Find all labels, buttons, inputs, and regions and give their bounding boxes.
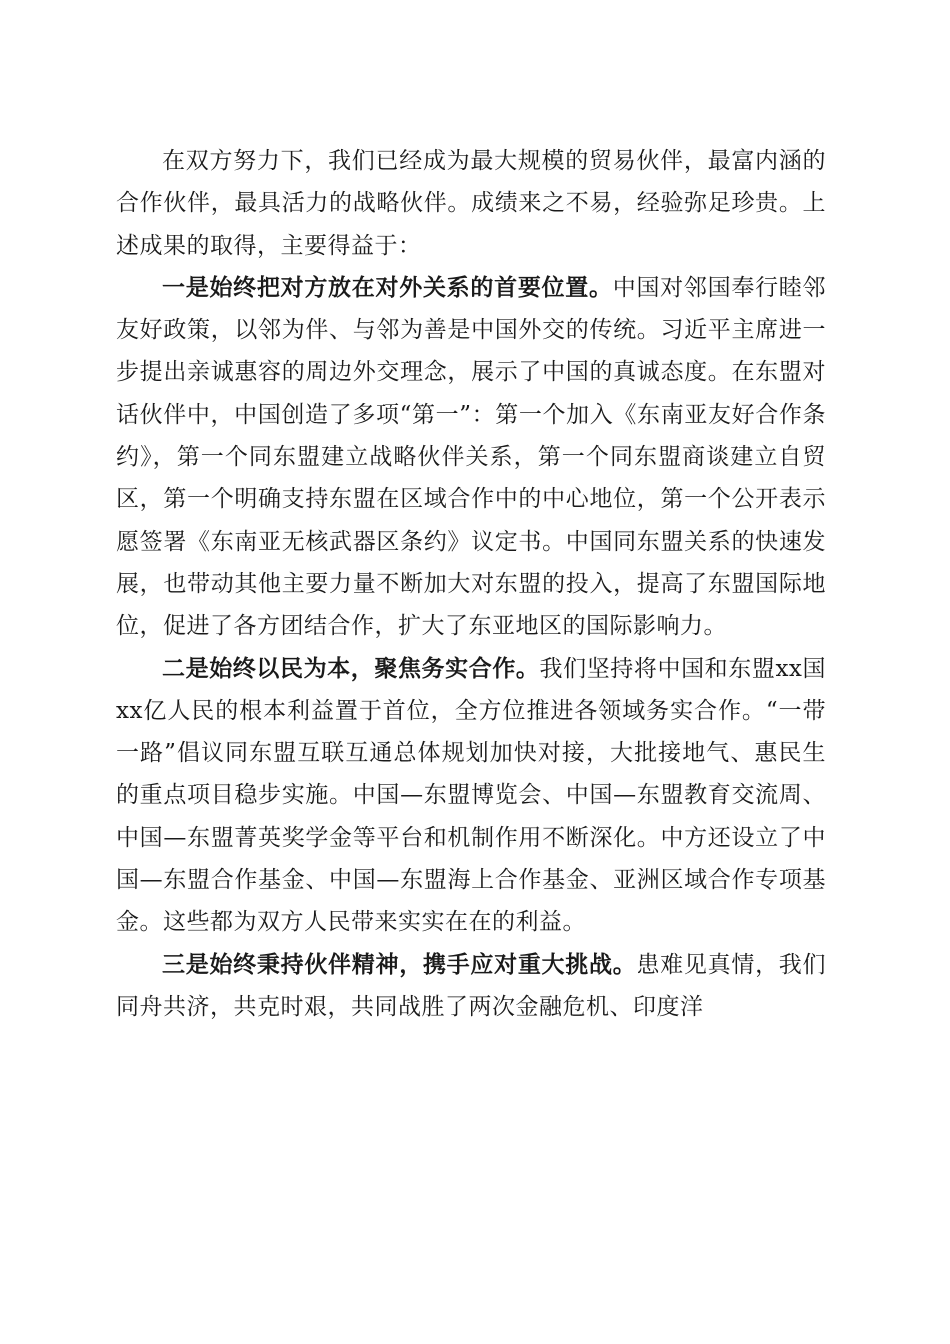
paragraph-text: 在双方努力下，我们已经成为最大规模的贸易伙伴，最富内涵的合作伙伴，最具活力的战略伙伴。成绩来之不易，经验弥足珍贵。上述成果的取得，主要得益于： (116, 148, 826, 259)
paragraph-lead: 二是始终以民为本，聚焦务实合作。 (162, 654, 540, 682)
paragraph-point-two (116, 648, 826, 944)
paragraph-text: 中国对邻国奉行睦邻友好政策，以邻为伴、与邻为善是中国外交的传统。习近平主席进一步提出亲诚惠容的周边外交理念，展示了中国的真诚态度。在东盟对话伙伴中，中国创造了多项“第一”：第一个加入《东南亚友好合作条约》，第一个同东盟建立战略伙伴关系，第一个同东盟商谈建立自贸区，第一个明确支持东盟在区域合作中的中心地位，第一个公开表示愿签署《东南亚无核武器区条约》议定书。中国同东盟关系的快速发展，也带动其他主要力量不断加大对东盟的投入，提高了东盟国际地位，促进了各方团结合作，扩大了东亚地区的国际影响力。 (116, 274, 827, 640)
paragraph-text: 患难见真情，我们同舟共济，共克时艰，共同战胜了两次金融危机、印度洋 (116, 951, 827, 1020)
paragraph-lead: 一是始终把对方放在对外关系的首要位置。 (162, 273, 613, 301)
document-page (116, 140, 826, 1028)
paragraph-point-one (116, 267, 826, 648)
paragraph-text: 我们坚持将中国和东盟xx国xx亿人民的根本利益置于首位，全方位推进各领域务实合作。“一带一路”倡议同东盟互联互通总体规划加快对接，大批接地气、惠民生的重点项目稳步实施。中国—东盟博览会、中国—东盟教育交流周、中国—东盟菁英奖学金等平台和机制作用不断深化。中方还设立了中国—东盟合作基金、中国—东盟海上合作基金、亚洲区域合作专项基金。这些都为双方人民带来实实在在的利益。 (116, 655, 826, 936)
paragraph-point-three (116, 944, 826, 1029)
paragraph-lead: 三是始终秉持伙伴精神，携手应对重大挑战。 (162, 950, 637, 978)
paragraph-intro (116, 140, 826, 267)
